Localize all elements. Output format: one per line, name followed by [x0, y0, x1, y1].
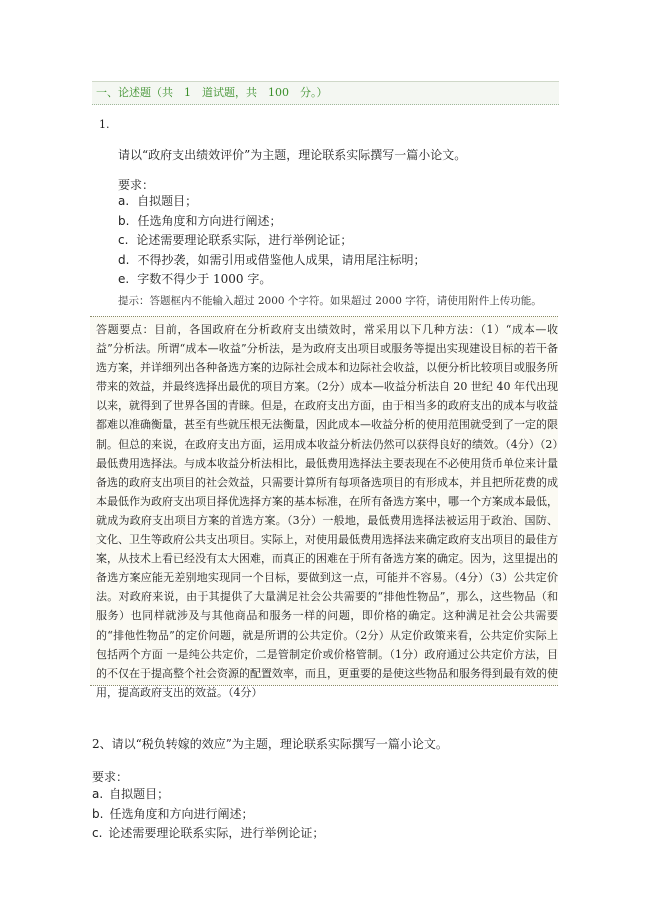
requirement-item [118, 212, 425, 232]
requirement-marker: a. [92, 787, 104, 801]
question2-prompt: 2、请以“税负转嫁的效应”为主题，理论联系实际撰写一篇小论文。 [92, 737, 448, 751]
requirement-marker: b. [118, 213, 130, 228]
section-header: 一、论述题（共 1 道试题，共 100 分。） [92, 81, 559, 105]
requirement-item [118, 192, 425, 212]
requirement-item [92, 805, 324, 825]
requirement-marker: c. [92, 826, 103, 840]
requirement-item [118, 251, 425, 271]
requirement-marker: e. [118, 272, 130, 286]
requirement-text: 论述需要理论联系实际，进行举例论证； [108, 826, 325, 840]
requirements2-title: 要求： [92, 770, 129, 784]
requirements-list [118, 192, 425, 290]
requirement-text: 论述需要理论联系实际，进行举例论证； [136, 233, 353, 247]
requirement-text: 任选角度和方向进行阐述； [109, 806, 254, 821]
requirement-marker: a. [118, 194, 130, 208]
requirement-text: 不得抄袭，如需引用或借鉴他人成果，请用尾注标明； [137, 252, 426, 267]
requirement-text: 任选角度和方向进行阐述； [137, 213, 282, 228]
requirement-text: 自拟题目； [109, 787, 170, 801]
answer-hint: 提示：答题框内不能输入超过 2000 个字符。如果超过 2000 字符，请使用附件上传功能。 [118, 295, 542, 307]
answer-text: 答题要点：目前，各国政府在分析政府支出绩效时，常采用以下几种方法：（1）“成本—收益”分析法。所谓“成本—收益”分析法，是为政府支出项目或服务等提出实现建设目标的若干备选方案，并详细列出各种备选方案的边际社会成本和边际社会收益，以便分析比较项目或服务所带来的效益，并最终选择出最优的项目方案。（2分）成本—收益分析法自 20 世纪 40 年代出现以来，就得到了世界各国的青睐。但是，在政府支出方面，由于相当多的政府支出的成本与收益都难以准确衡量，甚至有些就压根无法衡量，因此成本—收益分析的使用范围就受到了一定的限制。但总的来说，在政府支出方面，运用成本收益分析法仍然可以获得良好的绩效。（4分）（2）最低费用选择法。与成本收益分析法相比，最低费用选择法主要表现在不必使用货币单位来计量备选的政府支出项目的社会效益，只需要计算所有每项备选项目的有形成本，并且把所花费的成本最低作为政府支出项目择优选择方案的基本标准，在所有备选方案中，哪一个方案成本最低，就成为政府支出项目方案的首选方案。（3分）一般地，最低费用选择法被运用于政治、国防、文化、卫生等政府公共支出项目。实际上，对使用最低费用选择法来确定政府支出项目的最佳方案，从技术上看已经没有太大困难，而真正的困难在于所有备选方案的确定。因为，这里提出的备选方案应能无差别地实现同一个目标，要做到这一点，可能并不容易。（4分）（3）公共定价法。对政府来说，由于其提供了大量满足社会公共需要的“排他性物品”，那么，这些物品（和服务）也同样就涉及与其他商品和服务一样的问题，即价格的确定。这种满足社会公共需要的“排他性物品”的定价问题，就是所谓的公共定价。（2分）从定价政策来看，公共定价实际上包括两个方面 一是纯公共定价，二是管制定价或价格管制。（1分）政府通过公共定价方法，目的不仅在于提高整个社会资源的配置效率，而且，更重要的是使这些物品和服务得到最有效的使用，提高政府支出的效益。（4分） [96, 323, 558, 699]
requirement-marker: d. [118, 252, 130, 267]
requirement-marker: c. [118, 233, 129, 247]
requirement-item [92, 824, 324, 844]
requirement-item [92, 785, 324, 805]
question-number: 1. [99, 118, 110, 131]
requirements-title: 要求： [118, 178, 155, 192]
requirement-item [118, 231, 425, 251]
question-prompt: 请以“政府支出绩效评价”为主题，理论联系实际撰写一篇小论文。 [118, 148, 467, 162]
requirement-marker: b. [92, 806, 104, 821]
requirement-text: 字数不得少于 1000 字。 [137, 272, 272, 286]
requirement-text: 自拟题目； [137, 194, 198, 208]
requirement-item [118, 270, 425, 290]
requirements2-list [92, 785, 324, 844]
